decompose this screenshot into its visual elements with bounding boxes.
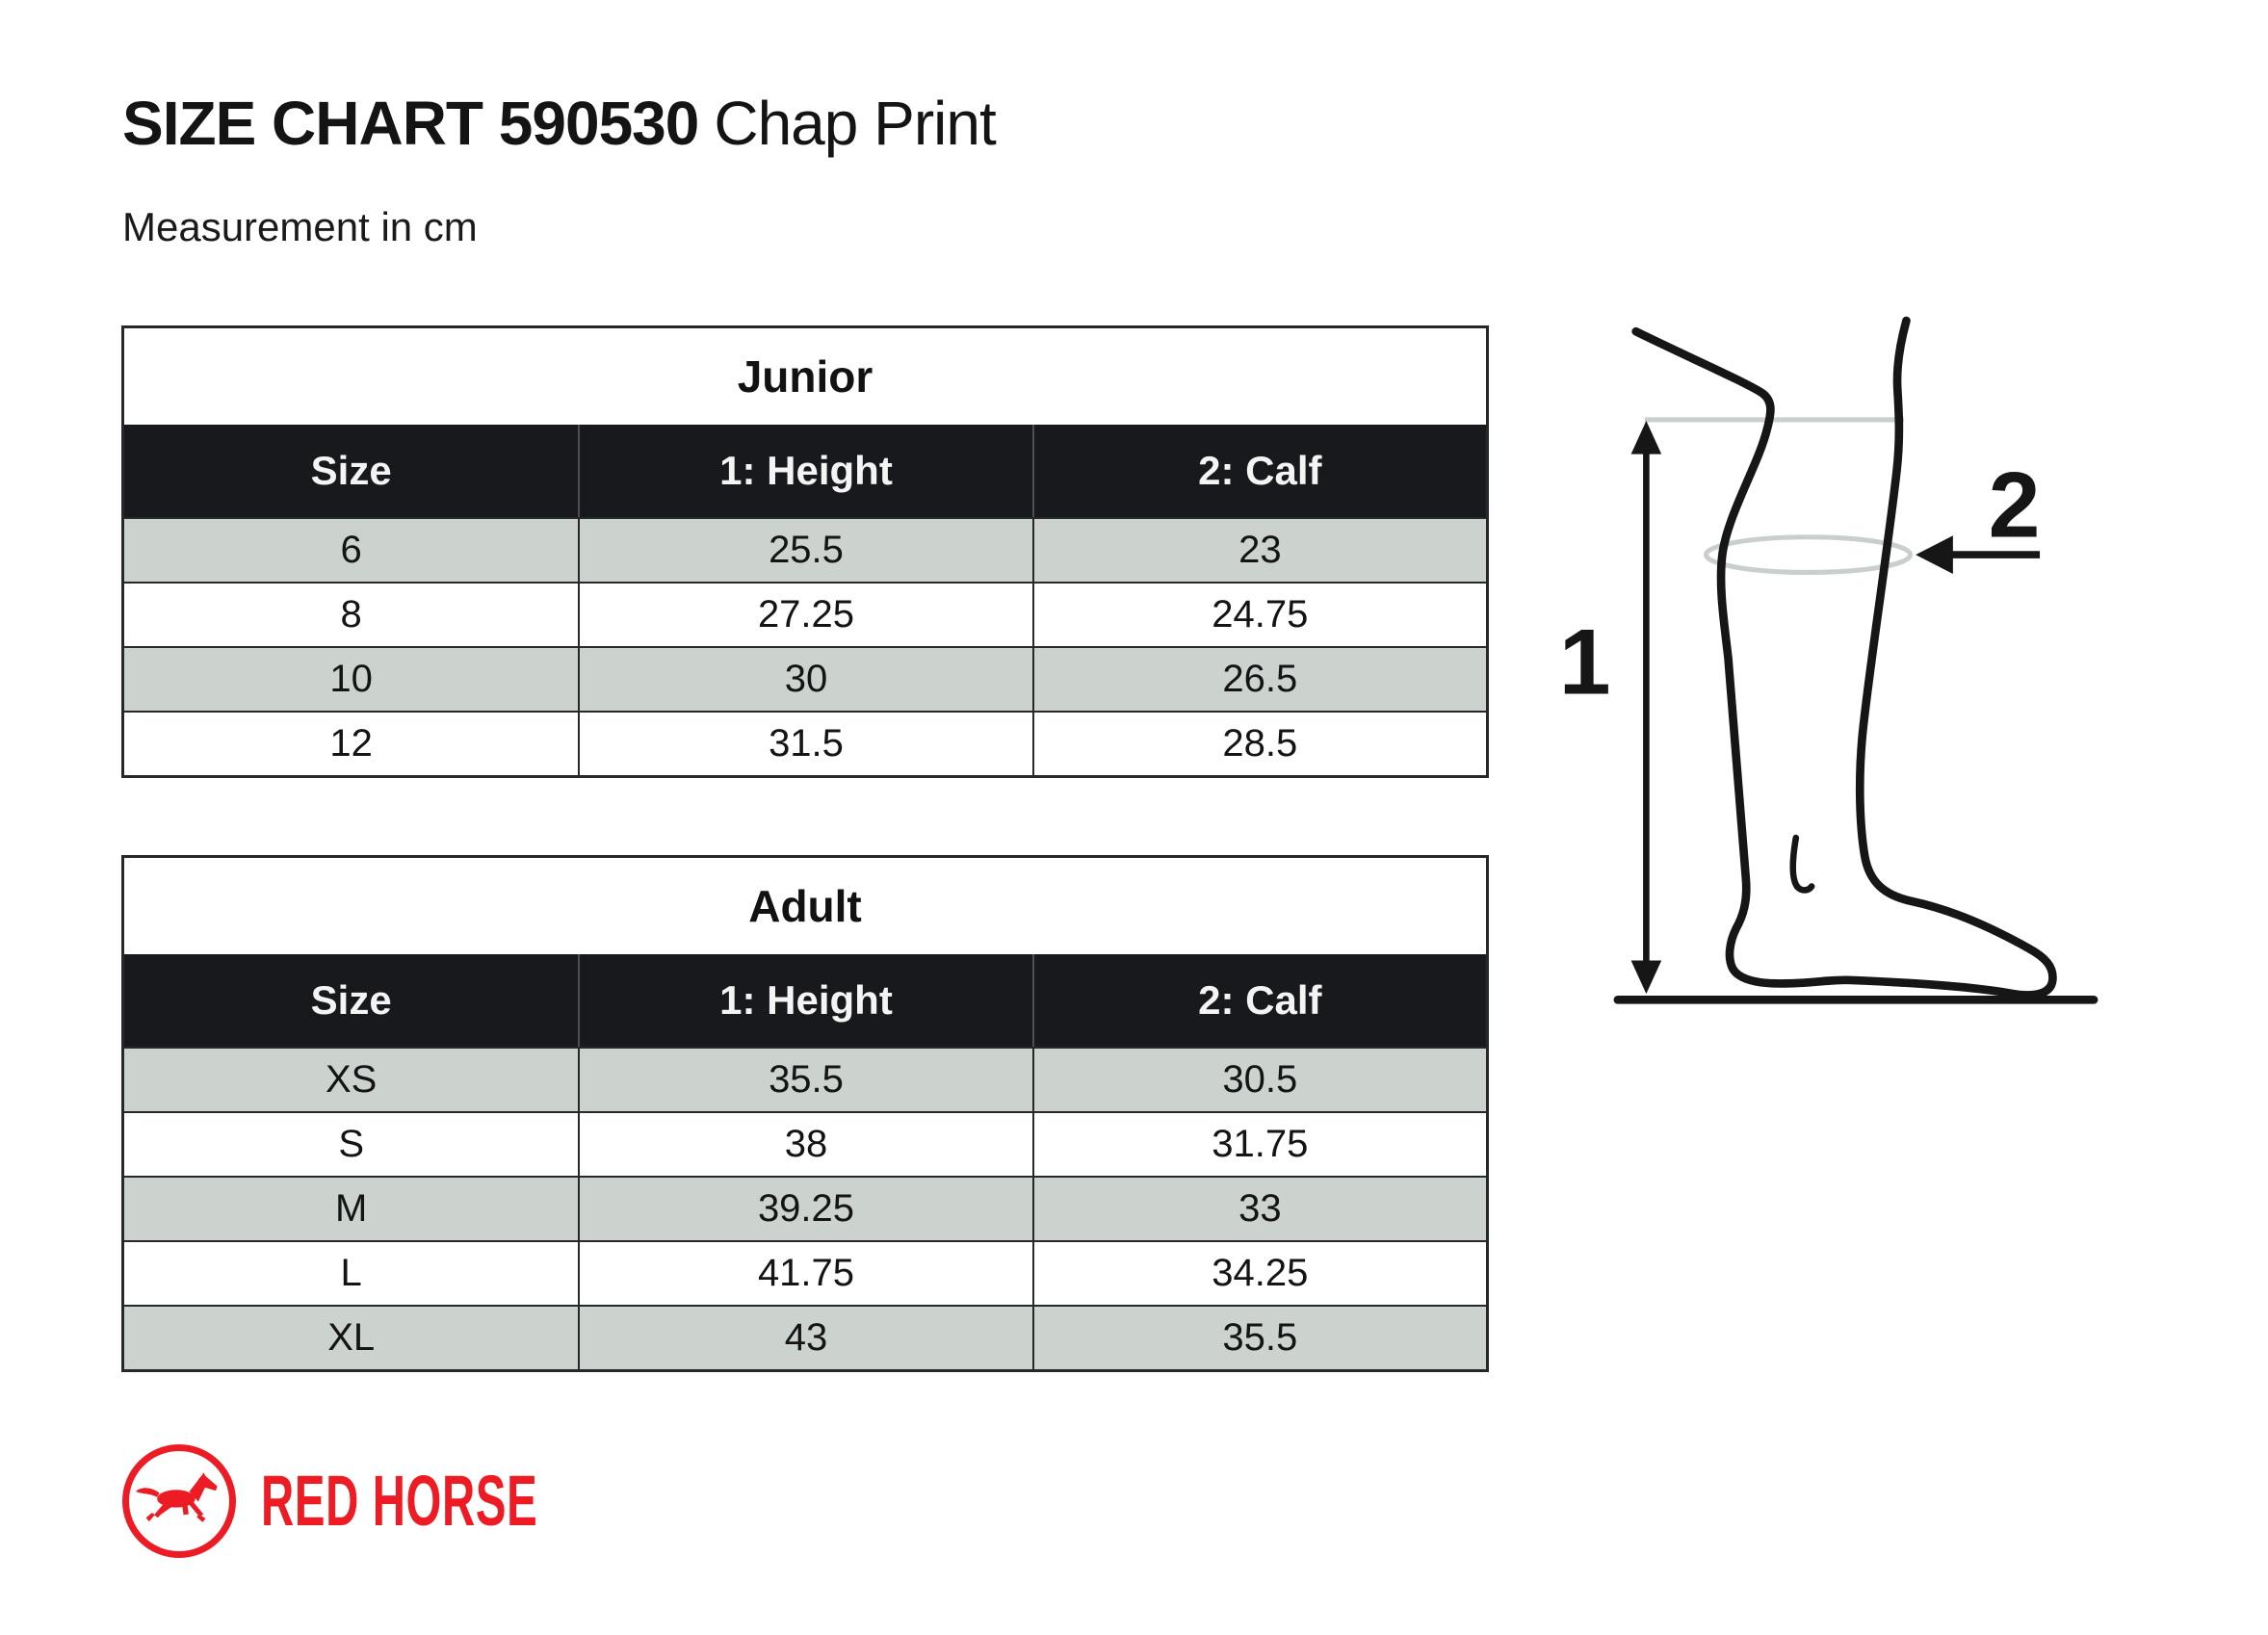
table-row (124, 1111, 1486, 1176)
junior-size-table (121, 325, 1489, 778)
cell-calf: 26.5 (1032, 648, 1486, 711)
table-row (124, 1047, 1486, 1111)
column-header-calf: 2: Calf (1032, 954, 1486, 1047)
column-header-height: 1: Height (578, 425, 1031, 517)
page-title-code: SIZE CHART 590530 (122, 89, 699, 158)
cell-height: 35.5 (578, 1049, 1031, 1111)
cell-calf: 30.5 (1032, 1049, 1486, 1111)
cell-size: XS (325, 1058, 378, 1101)
adult-size-table (121, 855, 1489, 1372)
table-row (124, 646, 1486, 711)
calf-arrowhead (1916, 535, 1953, 574)
cell-size: 12 (329, 722, 373, 765)
cell-height: 38 (578, 1113, 1031, 1176)
label-calf-2: 2 (1988, 452, 2041, 558)
column-header-size: Size (310, 977, 392, 1023)
column-header-calf: 2: Calf (1032, 425, 1486, 517)
column-header-size: Size (310, 448, 392, 493)
brand-logo (122, 1444, 236, 1558)
cell-size: S (338, 1123, 364, 1165)
height-arrowhead-down (1631, 961, 1662, 995)
height-arrowhead-up (1631, 421, 1662, 454)
table-row (124, 1176, 1486, 1240)
cell-height: 30 (578, 648, 1031, 711)
table-title-junior: Junior (124, 328, 1486, 425)
cell-size: 10 (329, 658, 373, 700)
cell-size: M (335, 1187, 368, 1230)
table-title-adult: Adult (124, 858, 1486, 954)
table-row (124, 582, 1486, 646)
table-row (124, 711, 1486, 775)
ankle-mark (1793, 838, 1812, 890)
cell-height: 43 (578, 1307, 1031, 1369)
cell-calf: 31.75 (1032, 1113, 1486, 1176)
column-header-height: 1: Height (578, 954, 1031, 1047)
cell-calf: 23 (1032, 519, 1486, 582)
page-title-product: Chap Print (714, 89, 996, 158)
cell-calf: 28.5 (1032, 713, 1486, 775)
adult-header-row (124, 954, 1486, 1047)
cell-size: 6 (340, 529, 362, 571)
cell-calf: 24.75 (1032, 584, 1486, 646)
cell-height: 27.25 (578, 584, 1031, 646)
junior-header-row (124, 425, 1486, 517)
cell-size: 8 (340, 593, 362, 636)
cell-calf: 33 (1032, 1178, 1486, 1240)
table-row (124, 517, 1486, 582)
page-title (122, 91, 996, 156)
cell-calf: 35.5 (1032, 1307, 1486, 1369)
calf-ellipse (1707, 537, 1911, 573)
table-row (124, 1305, 1486, 1369)
horse-icon (135, 1472, 223, 1531)
cell-height: 41.75 (578, 1242, 1031, 1305)
brand-name: RED HORSE (261, 1461, 538, 1541)
leg-measurement-diagram (1498, 268, 2268, 1062)
cell-height: 31.5 (578, 713, 1031, 775)
cell-height: 39.25 (578, 1178, 1031, 1240)
cell-height: 25.5 (578, 519, 1031, 582)
cell-calf: 34.25 (1032, 1242, 1486, 1305)
measurement-unit-note: Measurement in cm (122, 204, 478, 249)
cell-size: XL (327, 1316, 376, 1359)
label-height-1: 1 (1558, 609, 1611, 714)
table-row (124, 1240, 1486, 1305)
cell-size: L (340, 1252, 362, 1294)
